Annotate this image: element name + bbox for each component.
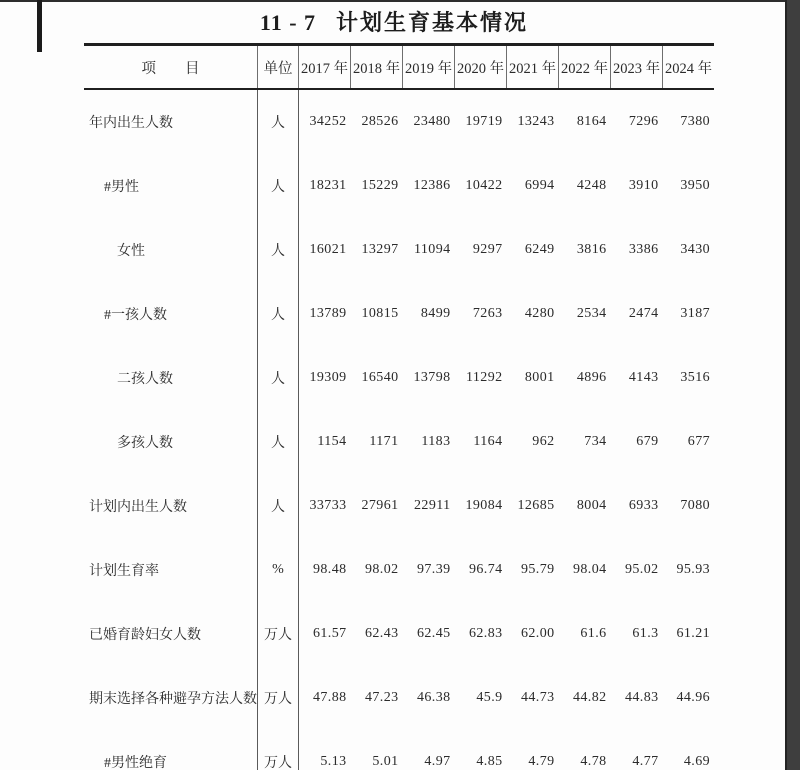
data-cell: 4.69 (683, 754, 710, 769)
data-cell: 13243 (517, 114, 555, 129)
data-cell: 4280 (524, 306, 555, 321)
data-cell: 44.73 (521, 690, 555, 705)
stats-table (84, 43, 714, 770)
data-cell: 61.21 (676, 626, 710, 641)
table-row (84, 89, 714, 154)
column-header-item: 项 目 (84, 45, 258, 90)
data-cell: 11094 (414, 242, 451, 257)
data-cell: 19084 (465, 498, 503, 513)
table-body (84, 89, 714, 770)
data-cell: 10422 (465, 178, 503, 193)
row-unit: 万人 (258, 602, 299, 666)
page-title (0, 6, 788, 37)
column-header-2017年: 2017 年 (299, 45, 351, 90)
data-cell: 4.85 (476, 754, 503, 769)
column-header-2021年: 2021 年 (507, 45, 559, 90)
data-cell: 62.43 (365, 626, 399, 641)
data-cell: 2474 (628, 306, 659, 321)
data-cell: 18231 (309, 178, 347, 193)
table-row (84, 730, 714, 770)
data-cell: 22911 (414, 498, 451, 513)
row-label: #男性 (84, 154, 258, 218)
column-header-2022年: 2022 年 (559, 45, 611, 90)
data-cell: 8001 (524, 370, 555, 385)
data-cell: 96.74 (469, 562, 503, 577)
table-row (84, 346, 714, 410)
data-cell: 12685 (517, 498, 555, 513)
data-cell: 3386 (628, 242, 659, 257)
scan-top-edge (0, 0, 800, 2)
row-label: 年内出生人数 (84, 89, 258, 154)
row-unit: 人 (258, 89, 299, 154)
row-label: 二孩人数 (84, 346, 258, 410)
data-cell: 44.82 (573, 690, 607, 705)
data-cell: 6933 (628, 498, 659, 513)
data-cell: 13798 (413, 370, 451, 385)
data-cell: 2534 (576, 306, 607, 321)
data-cell: 12386 (413, 178, 451, 193)
table-row (84, 474, 714, 538)
data-cell: 677 (687, 434, 710, 449)
row-unit: 人 (258, 154, 299, 218)
scan-right-edge (785, 0, 800, 770)
data-cell: 97.39 (417, 562, 451, 577)
row-label: #男性绝育 (84, 730, 258, 770)
column-header-2018年: 2018 年 (351, 45, 403, 90)
data-cell: 7380 (680, 114, 710, 129)
data-cell: 19309 (309, 370, 347, 385)
data-cell: 734 (584, 434, 607, 449)
row-label: 女性 (84, 218, 258, 282)
data-cell: 27961 (361, 498, 399, 513)
data-cell: 3950 (680, 178, 710, 193)
data-cell: 4.77 (632, 754, 659, 769)
data-cell: 61.6 (580, 626, 607, 641)
data-cell: 962 (532, 434, 555, 449)
row-label: 多孩人数 (84, 410, 258, 474)
data-cell: 19719 (465, 114, 503, 129)
data-cell: 5.01 (372, 754, 399, 769)
table-header-row (84, 45, 714, 90)
data-cell: 6994 (524, 178, 555, 193)
data-cell: 47.23 (365, 690, 399, 705)
data-cell: 62.00 (521, 626, 555, 641)
data-cell: 4248 (576, 178, 607, 193)
table-row (84, 282, 714, 346)
data-cell: 1171 (369, 434, 399, 449)
data-cell: 61.57 (313, 626, 347, 641)
table-row (84, 538, 714, 602)
data-cell: 1164 (473, 434, 503, 449)
row-unit: 人 (258, 346, 299, 410)
data-cell: 8164 (576, 114, 607, 129)
column-header-unit: 单位 (258, 45, 299, 90)
data-cell: 23480 (413, 114, 451, 129)
table-row (84, 602, 714, 666)
data-cell: 98.04 (573, 562, 607, 577)
data-cell: 95.02 (625, 562, 659, 577)
data-cell: 44.96 (676, 690, 710, 705)
data-cell: 34252 (309, 114, 347, 129)
data-cell: 47.88 (313, 690, 347, 705)
data-cell: 16540 (361, 370, 399, 385)
data-cell: 3516 (680, 370, 710, 385)
data-cell: 7080 (680, 498, 710, 513)
data-cell: 10815 (361, 306, 399, 321)
data-cell: 11292 (466, 370, 503, 385)
data-cell: 98.02 (365, 562, 399, 577)
data-cell: 44.83 (625, 690, 659, 705)
data-cell: 7263 (472, 306, 503, 321)
data-cell: 4896 (576, 370, 607, 385)
data-cell: 62.83 (469, 626, 503, 641)
data-cell: 4143 (628, 370, 659, 385)
row-label: 计划内出生人数 (84, 474, 258, 538)
table-row (84, 666, 714, 730)
data-cell: 1154 (317, 434, 347, 449)
row-label: 计划生育率 (84, 538, 258, 602)
data-cell: 3187 (680, 306, 710, 321)
row-unit: 万人 (258, 730, 299, 770)
data-cell: 9297 (472, 242, 503, 257)
data-cell: 3910 (628, 178, 659, 193)
table-row (84, 218, 714, 282)
data-cell: 46.38 (417, 690, 451, 705)
column-header-2024年: 2024 年 (663, 45, 715, 90)
data-cell: 13297 (361, 242, 399, 257)
column-header-2023年: 2023 年 (611, 45, 663, 90)
data-cell: 13789 (309, 306, 347, 321)
row-label: 已婚育龄妇女人数 (84, 602, 258, 666)
table-row (84, 154, 714, 218)
data-cell: 95.79 (521, 562, 555, 577)
data-cell: 8499 (420, 306, 451, 321)
data-cell: 679 (636, 434, 659, 449)
row-label: #一孩人数 (84, 282, 258, 346)
row-unit: 人 (258, 474, 299, 538)
data-cell: 5.13 (320, 754, 347, 769)
data-cell: 61.3 (632, 626, 659, 641)
data-cell: 8004 (576, 498, 607, 513)
data-cell: 4.97 (424, 754, 451, 769)
table-title: 计划生育基本情况 (336, 10, 529, 35)
data-cell: 62.45 (417, 626, 451, 641)
data-cell: 6249 (524, 242, 555, 257)
data-cell: 16021 (309, 242, 347, 257)
table-number: 11 - 7 (259, 10, 317, 35)
data-cell: 3816 (576, 242, 607, 257)
data-cell: 4.79 (528, 754, 555, 769)
table-row (84, 410, 714, 474)
row-unit: 人 (258, 282, 299, 346)
data-cell: 4.78 (580, 754, 607, 769)
data-cell: 3430 (680, 242, 710, 257)
data-cell: 28526 (361, 114, 399, 129)
data-cell: 1183 (421, 434, 451, 449)
data-cell: 33733 (309, 498, 347, 513)
row-label: 期末选择各种避孕方法人数 (84, 666, 258, 730)
data-cell: 45.9 (476, 690, 503, 705)
data-cell: 7296 (628, 114, 659, 129)
row-unit: % (258, 538, 299, 602)
row-unit: 人 (258, 410, 299, 474)
row-unit: 万人 (258, 666, 299, 730)
row-unit: 人 (258, 218, 299, 282)
data-cell: 98.48 (313, 562, 347, 577)
data-cell: 95.93 (676, 562, 710, 577)
data-cell: 15229 (361, 178, 399, 193)
column-header-2019年: 2019 年 (403, 45, 455, 90)
column-header-2020年: 2020 年 (455, 45, 507, 90)
